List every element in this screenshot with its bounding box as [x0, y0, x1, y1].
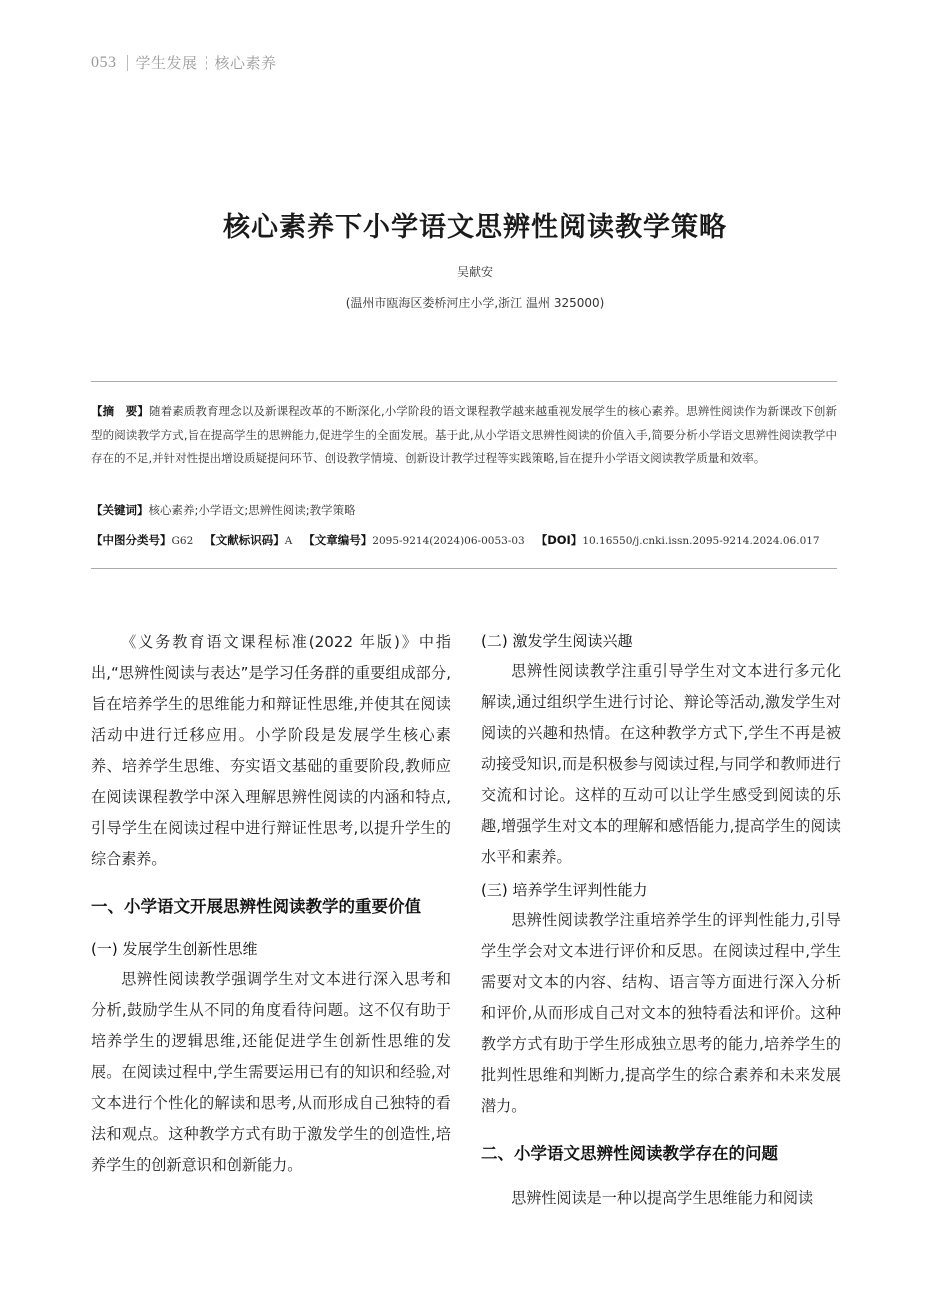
running-header: [91, 52, 277, 73]
section-heading-1: 一、小学语文开展思辨性阅读教学的重要价值: [91, 897, 421, 916]
paragraph-2: 思辨性阅读是一种以提高学生思维能力和阅读: [511, 1189, 814, 1207]
subsection-heading-1-3: (三) 培养学生评判性能力: [481, 881, 648, 899]
clc-label: 【中图分类号】: [91, 533, 172, 547]
doc-code-label: 【文献标识码】: [204, 533, 285, 547]
author-affiliation: (温州市瓯海区娄桥河庄小学,浙江 温州 325000): [345, 296, 605, 310]
article-number-label: 【文章编号】: [303, 533, 373, 547]
keywords-line: [91, 502, 841, 518]
clc-value: G62: [171, 535, 194, 547]
paragraph-1-2: 思辨性阅读教学注重引导学生对文本进行多元化解读,通过组织学生进行讨论、辩论等活动,激发学生对阅读的兴趣和热情。在这种教学方式下,学生不再是被动接受知识,而是积极参与阅读过程,与同学和教师进行交流和讨论。这样的互动可以让学生感受到阅读的乐趣,增强学生对文本的理解和感悟能力,提高学生的阅读水平和素养。: [481, 662, 841, 866]
abstract-label: 【摘 要】: [91, 404, 149, 418]
doc-code-value: A: [284, 535, 293, 547]
abstract-block: [91, 400, 837, 471]
doi-value: 10.16550/j.cnki.issn.2095-9214.2024.06.017: [582, 535, 820, 547]
paragraph-1-1: 思辨性阅读教学强调学生对文本进行深入思考和分析,鼓励学生从不同的角度看待问题。这不仅有助于培养学生的逻辑思维,还能促进学生创新性思维的发展。在阅读过程中,学生需要运用已有的知识和经验,对文本进行个性化的解读和思考,从而形成自己独特的看法和观点。这种教学方式有助于激发学生的创造性,培养学生的创新意识和创新能力。: [91, 970, 451, 1174]
subsection-heading-1-2: (二) 激发学生阅读兴趣: [481, 632, 633, 650]
paper-title: 核心素养下小学语文思辨性阅读教学策略: [223, 212, 727, 243]
abstract-paragraph: [91, 400, 837, 471]
section-heading-2: 二、小学语文思辨性阅读教学存在的问题: [481, 1144, 778, 1163]
header-section: 学生发展: [135, 54, 198, 72]
doi-label: 【DOI】: [535, 533, 583, 547]
header-column: 核心素养: [214, 54, 277, 72]
bottom-rule: [91, 568, 837, 569]
left-column: [91, 627, 451, 1181]
intro-paragraph: 《义务教育语文课程标准(2022 年版)》中指出,“思辨性阅读与表达”是学习任务群的重要组成部分,旨在培养学生的思维能力和辩证性思维,并使其在阅读活动中进行迁移应用。小学阶段是发展学生核心素养、培养学生思维、夯实语文基础的重要阶段,教师应在阅读课程教学中深入理解思辨性阅读的内涵和特点,引导学生在阅读过程中进行辩证性思考,以提升学生的综合素养。: [91, 633, 451, 868]
page-number: 053: [91, 53, 117, 71]
author-name: 吴献安: [456, 265, 493, 279]
keywords-label: 【关键词】: [91, 503, 149, 517]
classification-line: [91, 532, 841, 548]
right-column: [481, 626, 841, 1214]
header-divider: [127, 55, 128, 71]
subsection-heading-1-1: (一) 发展学生创新性思维: [91, 940, 258, 958]
top-rule: [91, 381, 837, 382]
header-dashed-divider: [206, 56, 207, 70]
paragraph-1-3: 思辨性阅读教学注重培养学生的评判性能力,引导学生学会对文本进行评价和反思。在阅读过程中,学生需要对文本的内容、结构、语言等方面进行深入分析和评价,从而形成自己对文本的独特看法和评价。这种教学方式有助于学生形成独立思考的能力,培养学生的批判性思维和判断力,提高学生的综合素养和未来发展潜力。: [481, 911, 841, 1115]
article-number-value: 2095-9214(2024)06-0053-03: [372, 535, 525, 547]
abstract-text: 随着素质教育理念以及新课程改革的不断深化,小学阶段的语文课程教学越来越重视发展学生的核心素养。思辨性阅读作为新课改下创新型的阅读教学方式,旨在提高学生的思辨能力,促进学生的全面发展。基于此,从小学语文思辨性阅读的价值入手,简要分析小学语文思辨性阅读教学中存在的不足,并针对性提出增设质疑提问环节、创设教学情境、创新设计教学过程等实践策略,旨在提升小学语文阅读教学质量和效率。: [91, 404, 837, 465]
keywords-text: 核心素养;小学语文;思辨性阅读;教学策略: [148, 503, 356, 517]
